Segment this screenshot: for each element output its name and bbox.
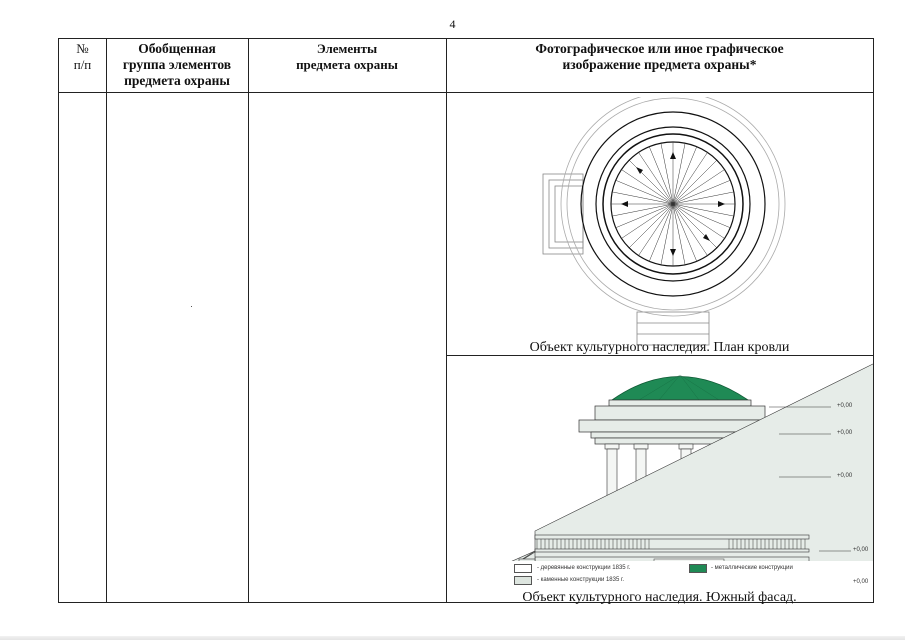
elevation-mark: +0,00 bbox=[853, 547, 869, 553]
legend-swatch-stone bbox=[514, 576, 532, 585]
column-divider bbox=[106, 39, 107, 602]
legend-swatch-metal bbox=[689, 564, 707, 573]
elevation-mark: +0,00 bbox=[853, 579, 869, 585]
protection-table bbox=[58, 38, 874, 603]
header-divider bbox=[59, 92, 873, 93]
elevation-mark: +0,00 bbox=[837, 473, 853, 479]
legend-label-wood: - деревянные конструкции 1835 г. bbox=[537, 565, 631, 571]
scan-speck bbox=[191, 306, 192, 307]
header-elements: Элементы предмета охраны bbox=[296, 41, 398, 72]
elevation-mark: +0,00 bbox=[837, 403, 853, 409]
facade-caption: Объект культурного наследия. Южный фасад. bbox=[522, 590, 797, 605]
page-number: 4 bbox=[449, 17, 456, 31]
south-facade-drawing bbox=[479, 361, 873, 561]
roof-plan-drawing bbox=[519, 97, 839, 355]
column-divider bbox=[446, 39, 447, 602]
header-number: № п/п bbox=[73, 41, 92, 72]
header-image: Фотографическое или иное графическое изображение предмета охраны* bbox=[535, 41, 784, 72]
scan-edge bbox=[0, 636, 905, 640]
header-group: Обобщенная группа элементов предмета охраны bbox=[122, 41, 232, 88]
legend-label-metal: - металлические конструкции bbox=[711, 565, 793, 571]
elevation-mark: +0,00 bbox=[837, 430, 853, 436]
legend-swatch-wood bbox=[514, 564, 532, 573]
plan-caption: Объект культурного наследия. План кровли bbox=[529, 340, 790, 355]
legend-label-stone: - каменные конструкции 1835 г. bbox=[537, 577, 625, 583]
column-divider bbox=[248, 39, 249, 602]
